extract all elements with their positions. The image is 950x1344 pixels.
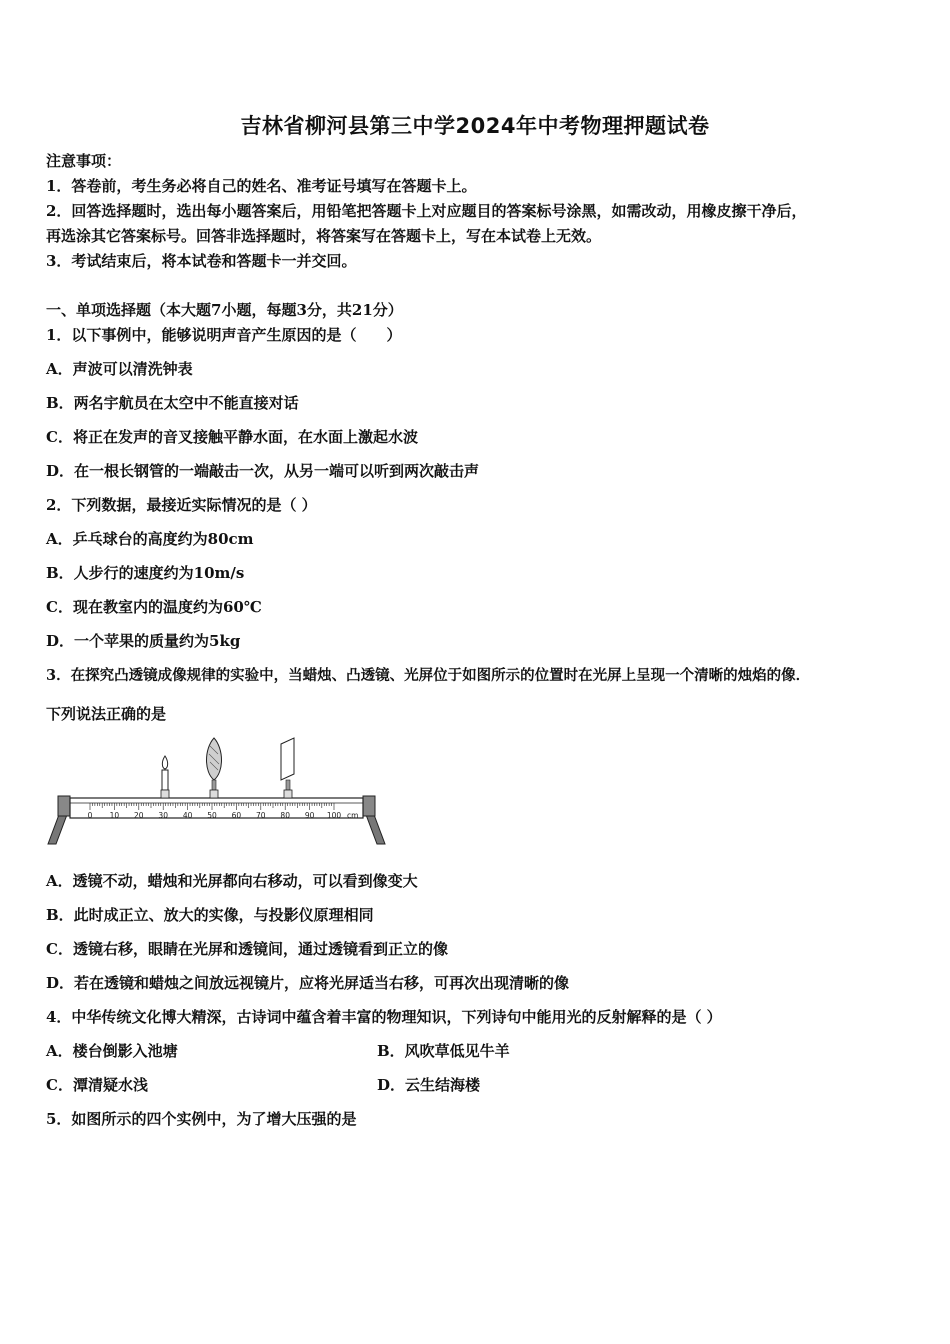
q3-option-a: A．透镜不动，蜡烛和光屏都向右移动，可以看到像变大	[46, 872, 418, 890]
q3-stem: 3．在探究凸透镜成像规律的实验中，当蜡烛、凸透镜、光屏位于如图所示的位置时在光屏上呈现一个清晰的烛焰的像．	[46, 667, 811, 684]
right-leg	[365, 812, 385, 844]
q4-stem: 4．中华传统文化博大精深，古诗词中蕴含着丰富的物理知识，下列诗句中能用光的反射解释的是（ ）	[46, 1008, 722, 1026]
ruler-tick-label: 70	[256, 811, 266, 820]
q1-option-a: A．声波可以清洗钟表	[46, 360, 193, 378]
candle-icon	[161, 756, 169, 798]
ruler-tick-label: 30	[158, 811, 168, 820]
q4-option-a: A．楼台倒影入池塘	[46, 1042, 178, 1060]
q5-stem: 5．如图所示的四个实例中，为了增大压强的是	[46, 1110, 357, 1128]
q1-stem: 1．以下事例中，能够说明声音产生原因的是（ ）	[46, 326, 402, 344]
ruler-tick-label: 20	[134, 811, 144, 820]
left-leg	[48, 812, 68, 844]
ruler-tick-label: 80	[280, 811, 290, 820]
q3-stem-cont: 下列说法正确的是	[46, 705, 167, 723]
section-heading: 一、单项选择题（本大题7小题，每题3分，共21分）	[46, 301, 403, 319]
q4-option-d: D．云生结海楼	[377, 1076, 481, 1094]
notice-item: 1．答卷前，考生务必将自己的姓名、准考证号填写在答题卡上。	[46, 177, 477, 195]
q1-option-d: D．在一根长钢管的一端敲击一次，从另一端可以听到两次敲击声	[46, 462, 480, 480]
q2-option-c: C．现在教室内的温度约为60℃	[46, 598, 262, 616]
q2-option-a: A．乒乓球台的高度约为80cm	[46, 530, 254, 548]
q3-option-b: B．此时成正立、放大的实像，与投影仪原理相同	[46, 906, 374, 924]
notice-item: 再选涂其它答案标号。回答非选择题时，将答案写在答题卡上，写在本试卷上无效。	[46, 227, 602, 245]
q3-option-c: C．透镜右移，眼睛在光屏和透镜间，通过透镜看到正立的像	[46, 940, 448, 958]
q2-option-d: D．一个苹果的质量约为5kg	[46, 632, 241, 650]
q2-stem: 2．下列数据，最接近实际情况的是（ ）	[46, 496, 317, 514]
notice-item: 3．考试结束后，将本试卷和答题卡一并交回。	[46, 252, 357, 270]
q1-option-c: C．将正在发声的音叉接触平静水面，在水面上激起水波	[46, 428, 418, 446]
notice-heading: 注意事项：	[46, 152, 122, 170]
page-title: 吉林省柳河县第三中学2024年中考物理押题试卷	[240, 114, 710, 138]
ruler-tick-label: 40	[182, 811, 193, 820]
right-end-block	[363, 796, 375, 816]
ruler-tick-label: 100	[326, 811, 342, 820]
q4-option-c: C．潭清疑水浅	[46, 1076, 148, 1094]
ruler-unit: cm	[347, 811, 359, 820]
ruler-tick-label: 50	[207, 811, 217, 820]
left-end-block	[58, 796, 70, 816]
notice-item: 2．回答选择题时，选出每小题答案后，用铅笔把答题卡上对应题目的答案标号涂黑，如需改动，用橡皮擦干净后，	[46, 202, 807, 220]
q4-option-b: B．风吹草低见牛羊	[377, 1042, 510, 1060]
ruler-tick-label: 0	[87, 811, 93, 820]
convex-lens-icon	[207, 738, 222, 798]
light-screen-icon	[281, 738, 294, 798]
ruler-tick-label: 60	[231, 811, 242, 820]
optical-bench-figure	[44, 734, 389, 848]
q1-option-b: B．两名宇航员在太空中不能直接对话	[46, 394, 299, 412]
q3-option-d: D．若在透镜和蜡烛之间放远视镜片，应将光屏适当右移，可再次出现清晰的像	[46, 974, 570, 992]
ruler-tick-label: 10	[109, 811, 120, 820]
ruler-tick-label: 90	[304, 811, 315, 820]
q2-option-b: B．人步行的速度约为10m/s	[46, 564, 245, 582]
